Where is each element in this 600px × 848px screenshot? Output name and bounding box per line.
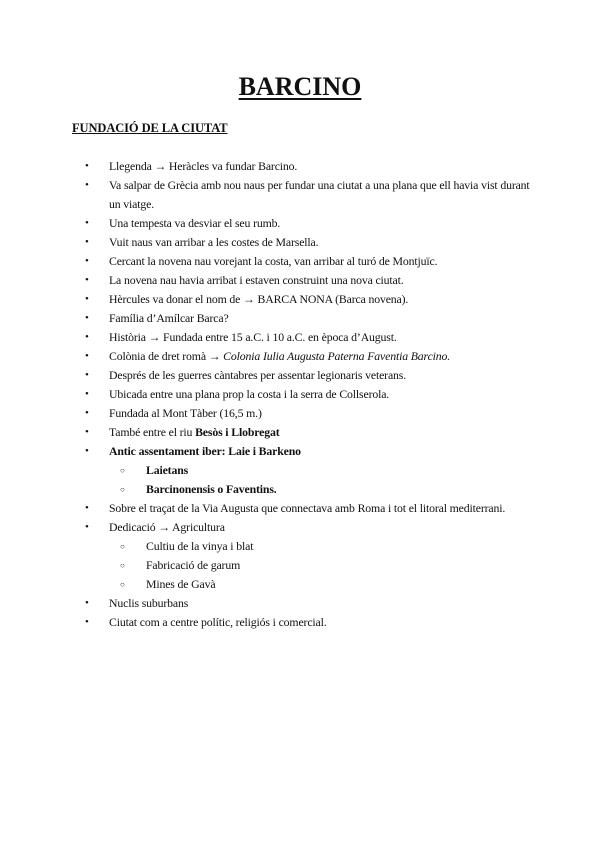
sub-item-text: Fabricació de garum <box>146 558 241 572</box>
latin-colony-name: Colonia Iulia Augusta Paterna Faventia Barcino. <box>223 349 451 363</box>
item-text: Una tempesta va desviar el seu rumb. <box>109 216 281 230</box>
list-item <box>0 499 600 518</box>
sub-list-item <box>109 556 540 575</box>
list-item <box>0 233 600 252</box>
sub-item-text: Laietans <box>146 463 189 477</box>
item-text: Ubicada entre una plana prop la costa i la serra de Collserola. <box>109 387 390 401</box>
sub-list-item <box>109 461 540 480</box>
list-item <box>0 157 600 176</box>
item-text: Cercant la novena nau vorejant la costa, van arribar al turó de Montjuïc. <box>109 254 438 268</box>
item-text: Nuclis suburbans <box>109 596 189 610</box>
item-text: Dedicació → Agricultura <box>109 520 225 534</box>
sub-item-text: Barcinonensis o Faventins. <box>146 482 277 496</box>
list-item <box>0 309 600 328</box>
sub-list <box>109 537 540 594</box>
item-text: Després de les guerres càntabres per assentar legionaris veterans. <box>109 368 407 382</box>
item-text: Hèrcules va donar el nom de → BARCA NONA (Barca novena). <box>109 292 409 306</box>
sub-list-item <box>109 575 540 594</box>
list-item <box>0 366 600 385</box>
item-text: Ciutat com a centre polític, religiós i comercial. <box>109 615 327 629</box>
list-item <box>0 613 600 632</box>
section-heading: FUNDACIÓ DE LA CIUTAT <box>72 121 228 135</box>
item-text: Sobre el traçat de la Via Augusta que connectava amb Roma i tot el litoral mediterrani. <box>109 501 506 515</box>
item-text: Història → Fundada entre 15 a.C. i 10 a.C. en època d’August. <box>109 330 397 344</box>
list-item <box>0 594 600 613</box>
item-text: Família d’Amílcar Barca? <box>109 311 229 325</box>
sub-list <box>109 461 540 499</box>
list-item <box>0 328 600 347</box>
bullet-list <box>0 157 600 632</box>
item-text: Antic assentament iber: Laie i Barkeno <box>109 444 301 458</box>
list-item <box>0 214 600 233</box>
item-text: Fundada al Mont Tàber (16,5 m.) <box>109 406 262 420</box>
sub-item-text: Cultiu de la vinya i blat <box>146 539 254 553</box>
item-text-prefix: Colònia de dret romà → <box>109 349 224 363</box>
list-item <box>0 252 600 271</box>
list-item <box>0 290 600 309</box>
item-text: Vuit naus van arribar a les costes de Marsella. <box>109 235 319 249</box>
item-text: Va salpar de Grècia amb nou naus per fundar una ciutat a una plana que ell havia vist durant un viatge. <box>109 178 530 211</box>
sub-list-item <box>109 537 540 556</box>
document-title: BARCINO <box>238 72 362 101</box>
rivers-names: Besòs i Llobregat <box>195 425 280 439</box>
list-item <box>0 271 600 290</box>
list-item <box>0 442 600 499</box>
sub-item-text: Mines de Gavà <box>146 577 216 591</box>
list-item <box>0 347 600 366</box>
sub-list-item <box>109 480 540 499</box>
item-text: Llegenda → Heràcles va fundar Barcino. <box>109 159 298 173</box>
list-item <box>0 176 600 214</box>
list-item <box>0 385 600 404</box>
item-text-prefix: També entre el riu <box>109 425 196 439</box>
item-text: La novena nau havia arribat i estaven construint una nova ciutat. <box>109 273 404 287</box>
list-item <box>0 518 600 594</box>
list-item <box>0 404 600 423</box>
list-item <box>0 423 600 442</box>
